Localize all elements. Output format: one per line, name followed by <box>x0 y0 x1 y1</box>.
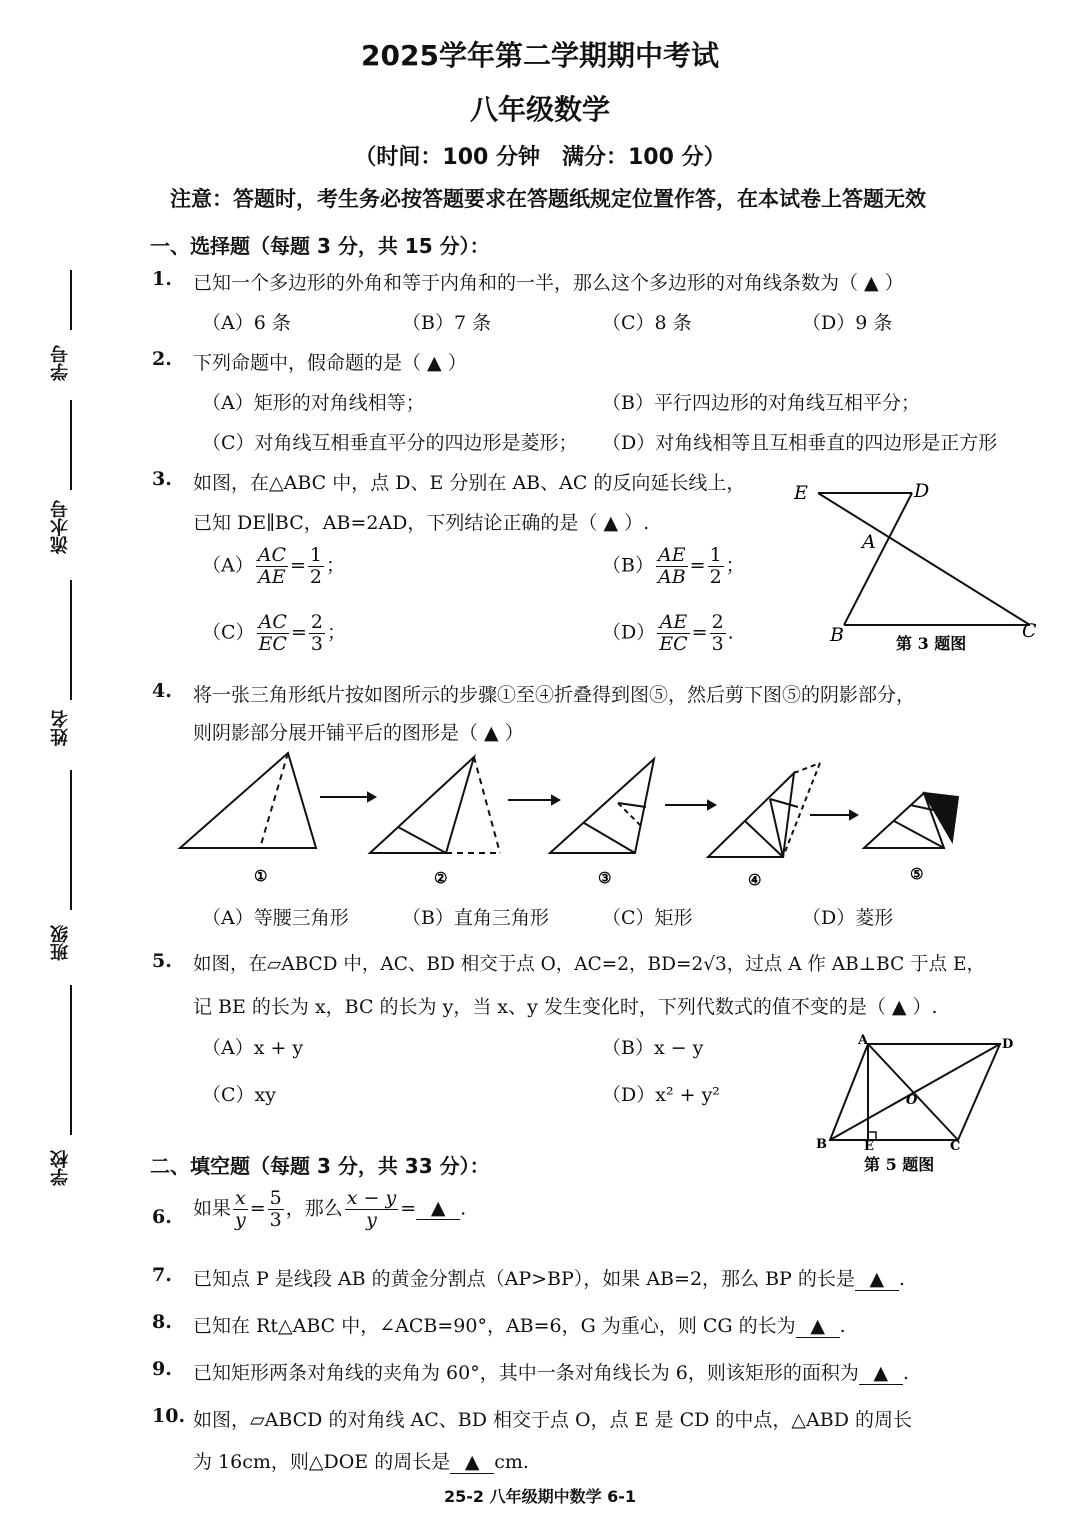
q4-option-a: （A）等腰三角形 <box>202 907 349 929</box>
step4-crease-3 <box>770 799 798 807</box>
q5-option-d: （D）x² + y² <box>602 1084 720 1106</box>
step5-shaded-part <box>924 793 958 841</box>
q2-text: 下列命题中，假命题的是（ ▲ ） <box>193 352 467 374</box>
page-footer: 25-2 八年级期中数学 6-1 <box>443 1487 637 1506</box>
side-line <box>70 270 72 330</box>
step4-label: ④ <box>748 871 762 889</box>
q5-line2: 记 BE 的长为 x，BC 的长为 y，当 x、y 发生变化时，下列代数式的值不变的是（ ▲ ）. <box>193 996 938 1018</box>
label-o: O <box>906 1093 918 1108</box>
q3-option-d: （D） $\frac{AE}{EC}$ = $\frac{2}{3}$ . <box>602 611 734 655</box>
q2-option-c: （C）对角线互相垂直平分的四边形是菱形； <box>202 432 578 454</box>
label-b: B <box>816 1137 827 1152</box>
segment-ec <box>818 493 1030 625</box>
q1-option-a: （A）6 条 <box>202 312 291 334</box>
step3-crease <box>584 823 635 853</box>
step1-triangle <box>180 753 316 848</box>
q1-text: 已知一个多边形的外角和等于内角和的一半，那么这个多边形的对角线条数为（ ▲ ） <box>193 272 904 294</box>
label-c: C <box>1022 620 1037 642</box>
q7-answer-blank[interactable]: ▲ <box>855 1268 899 1291</box>
q5-figure <box>812 1030 1022 1180</box>
q8-number: 8. <box>152 1311 172 1333</box>
q1-option-d: （D）9 条 <box>802 312 893 334</box>
label-d: D <box>914 480 930 502</box>
q10-line1: 如图，▱ABCD 的对角线 AC、BD 相交于点 O，点 E 是 CD 的中点，△ABD 的周长 <box>193 1409 912 1431</box>
q4-number: 4. <box>152 680 172 702</box>
q10-number: 10. <box>152 1405 186 1427</box>
side-name-label: 姓名 <box>50 710 71 746</box>
side-school-label: 学校 <box>50 1150 71 1186</box>
side-line <box>70 580 72 700</box>
q5-option-a: （A）x + y <box>202 1037 304 1059</box>
exam-subject: 八年级数学 <box>469 93 610 126</box>
label-b: B <box>830 624 844 646</box>
q3-option-b: （B） $\frac{AE}{AB}$ = $\frac{1}{2}$ ； <box>602 544 745 588</box>
side-id-label: 学号 <box>50 345 71 381</box>
exam-notice: 注意：答题时，考生务必按答题要求在答题纸规定位置作答，在本试卷上答题无效 <box>170 187 926 211</box>
q3-option-c: （C） $\frac{AC}{EC}$ = $\frac{2}{3}$ ； <box>202 611 346 655</box>
q3-line1: 如图，在△ABC 中，点 D、E 分别在 AB、AC 的反向延长线上， <box>193 472 746 494</box>
q7-number: 7. <box>152 1264 172 1286</box>
q9-answer-blank[interactable]: ▲ <box>859 1362 903 1385</box>
label-e: E <box>864 1139 874 1154</box>
step1-label: ① <box>254 867 268 885</box>
arrow-1-head <box>368 793 375 801</box>
q9-number: 9. <box>152 1358 172 1380</box>
q4-line2: 则阴影部分展开铺平后的图形是（ ▲ ） <box>193 722 524 744</box>
q10-answer-blank[interactable]: ▲ <box>450 1451 494 1474</box>
diagonal-bd <box>830 1044 1000 1140</box>
q6-answer-blank[interactable]: ▲ <box>416 1197 460 1220</box>
q1-number: 1. <box>152 268 172 290</box>
label-a: A <box>862 531 876 553</box>
q5-number: 5. <box>152 950 172 972</box>
step4-crease-2 <box>770 799 783 857</box>
q5-option-b: （B）x − y <box>602 1037 704 1059</box>
q1-option-c: （C）8 条 <box>602 312 692 334</box>
side-line <box>70 770 72 910</box>
q4-option-d: （D）菱形 <box>802 907 894 929</box>
label-c: C <box>950 1139 961 1154</box>
exam-title: 2025学年第二学期期中考试 <box>361 39 719 72</box>
step4-crease <box>745 821 783 857</box>
q2-number: 2. <box>152 348 172 370</box>
label-a: A <box>858 1033 869 1048</box>
q2-option-a: （A）矩形的对角线相等； <box>202 392 425 414</box>
q6-number: 6. <box>152 1206 172 1228</box>
label-e: E <box>794 482 808 504</box>
q5-figure-caption: 第 5 题图 <box>864 1155 935 1174</box>
q5-option-c: （C）xy <box>202 1084 276 1106</box>
segment-db <box>844 493 912 625</box>
exam-time-info: （时间：100 分钟 满分：100 分） <box>354 145 726 170</box>
q9-text: 已知矩形两条对角线的夹角为 60°，其中一条对角线长为 6，则该矩形的面积为 ▲ . <box>193 1362 909 1384</box>
q4-line1: 将一张三角形纸片按如图所示的步骤①至④折叠得到图⑤，然后剪下图⑤的阴影部分， <box>193 684 916 706</box>
step3-crease-2 <box>618 803 646 807</box>
label-d: D <box>1002 1037 1014 1052</box>
q4-option-b: （B）直角三角形 <box>402 907 549 929</box>
step1-fold-line <box>260 753 288 848</box>
q3-figure-caption: 第 3 题图 <box>896 634 967 653</box>
section1-title: 一、选择题（每题 3 分，共 15 分）： <box>150 234 490 258</box>
q2-option-d: （D）对角线相等且互相垂直的四边形是正方形 <box>602 432 998 454</box>
step2-fold-a <box>474 757 500 853</box>
q3-figure <box>790 475 1050 660</box>
step5-label: ⑤ <box>910 865 924 883</box>
q4-folding-figure <box>170 745 970 895</box>
q3-option-a: （A） $\frac{AC}{AE}$ = $\frac{1}{2}$ ； <box>202 544 346 588</box>
q7-text: 已知点 P 是线段 AB 的黄金分割点（AP>BP），如果 AB=2，那么 BP 的长是 ▲ . <box>193 1268 905 1290</box>
side-class-label: 班级 <box>50 925 71 961</box>
side-line <box>70 985 72 1135</box>
q6-text: 如果 $\frac{x}{y}$ = $\frac{5}{3}$ ，那么 $\frac{x - y}{y}$ = ▲ . <box>193 1187 467 1231</box>
step2-crease <box>398 827 446 853</box>
step2-label: ② <box>434 869 448 887</box>
q8-answer-blank[interactable]: ▲ <box>796 1315 840 1338</box>
q5-line1: 如图，在▱ABCD 中，AC、BD 相交于点 O，AC=2，BD=2√3，过点 A 作 AB⊥BC 于点 E， <box>193 954 986 975</box>
arrow-4-head <box>850 811 857 819</box>
q8-text: 已知在 Rt△ABC 中，∠ACB=90°，AB=6，G 为重心，则 CG 的长为 ▲ . <box>193 1315 846 1337</box>
q10-line2: 为 16cm，则△DOE 的周长是 ▲ cm. <box>193 1451 529 1473</box>
arrow-3-head <box>708 801 715 809</box>
q2-option-b: （B）平行四边形的对角线互相平分； <box>602 392 920 414</box>
step2-triangle <box>370 757 474 853</box>
side-line <box>70 400 72 490</box>
q4-option-c: （C）矩形 <box>602 907 693 929</box>
side-serial-label: 流水号 <box>50 500 71 554</box>
section2-title: 二、填空题（每题 3 分，共 33 分）： <box>150 1154 490 1178</box>
q1-option-b: （B）7 条 <box>402 312 492 334</box>
q3-line2: 已知 DE∥BC，AB=2AD，下列结论正确的是（ ▲ ）. <box>193 512 650 534</box>
step3-label: ③ <box>598 869 612 887</box>
arrow-2-head <box>552 796 559 804</box>
q3-number: 3. <box>152 468 172 490</box>
